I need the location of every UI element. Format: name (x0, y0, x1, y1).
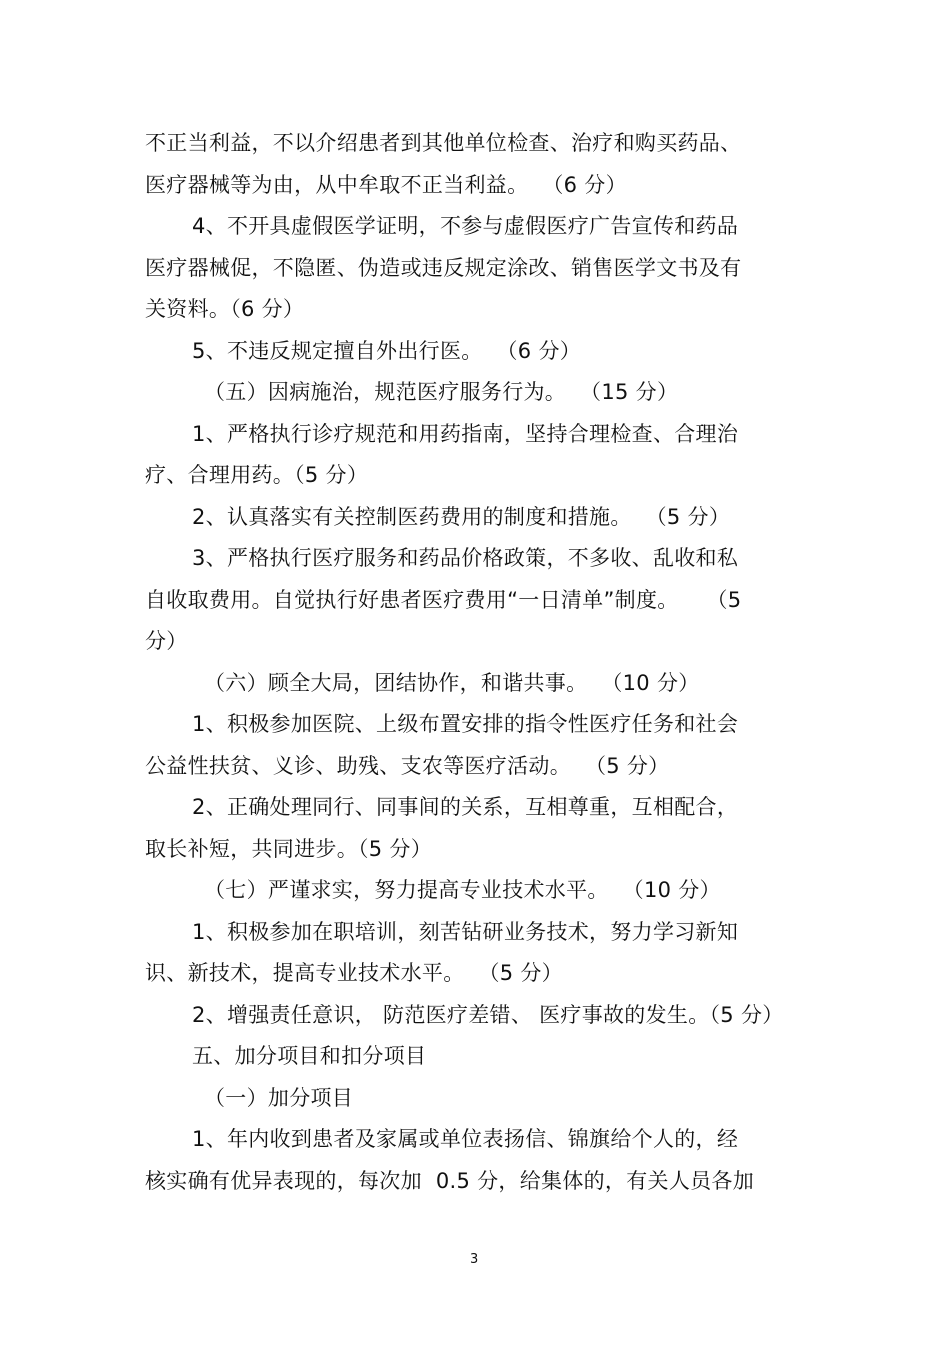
text-line-18: 取长补短，共同进步。（5 分） (145, 837, 433, 861)
section-heading-seven: （七）严谨求实，努力提高专业技术水平。 （10 分） (204, 878, 721, 902)
text-line-3: 4、不开具虚假医学证明，不参与虚假医疗广告宣传和药品 (192, 214, 739, 238)
subsection-heading-bonus-items: （一）加分项目 (204, 1086, 354, 1110)
text-line-21: 识、新技术，提高专业技术水平。 （5 分） (145, 961, 563, 985)
text-line-4: 医疗器械促，不隐匿、伪造或违反规定涂改、销售医学文书及有 (145, 256, 742, 280)
text-line-15: 1、积极参加医院、上级布置安排的指令性医疗任务和社会 (192, 712, 739, 736)
text-line-8: 1、严格执行诊疗规范和用药指南，坚持合理检查、合理治 (192, 422, 739, 446)
text-line-9: 疗、合理用药。（5 分） (145, 463, 369, 487)
text-line-12: 自收取费用。自觉执行好患者医疗费用“一日清单”制度。 （5 (145, 588, 742, 612)
text-line-5: 关资料。（6 分） (145, 297, 305, 321)
text-line-26: 核实确有优异表现的，每次加 0.5 分，给集体的，有关人员各加 (145, 1169, 755, 1193)
page-number: 3 (470, 1252, 479, 1267)
text-line-16: 公益性扶贫、义诊、助残、支农等医疗活动。 （5 分） (145, 754, 670, 778)
text-line-13: 分） (145, 629, 188, 653)
text-line-10: 2、认真落实有关控制医药费用的制度和措施。 （5 分） (192, 505, 731, 529)
text-line-1: 不正当利益，不以介绍患者到其他单位检查、治疗和购买药品、 (145, 131, 742, 155)
section-heading-five: （五）因病施治，规范医疗服务行为。 （15 分） (204, 380, 679, 404)
text-line-6: 5、不违反规定擅自外出行医。 （6 分） (192, 339, 582, 363)
text-line-11: 3、严格执行医疗服务和药品价格政策，不多收、乱收和私 (192, 546, 739, 570)
text-line-17: 2、正确处理同行、同事间的关系，互相尊重，互相配合， (192, 795, 739, 819)
section-heading-six: （六）顾全大局，团结协作，和谐共事。 （10 分） (204, 671, 700, 695)
text-line-22: 2、增强责任意识， 防范医疗差错、 医疗事故的发生。（5 分） (192, 1003, 784, 1027)
text-line-2: 医疗器械等为由，从中牟取不正当利益。 （6 分） (145, 173, 627, 197)
text-line-25: 1、年内收到患者及家属或单位表扬信、锦旗给个人的，经 (192, 1127, 739, 1151)
section-heading-five-bonus: 五、加分项目和扣分项目 (192, 1044, 427, 1068)
text-line-20: 1、积极参加在职培训，刻苦钻研业务技术，努力学习新知 (192, 920, 739, 944)
